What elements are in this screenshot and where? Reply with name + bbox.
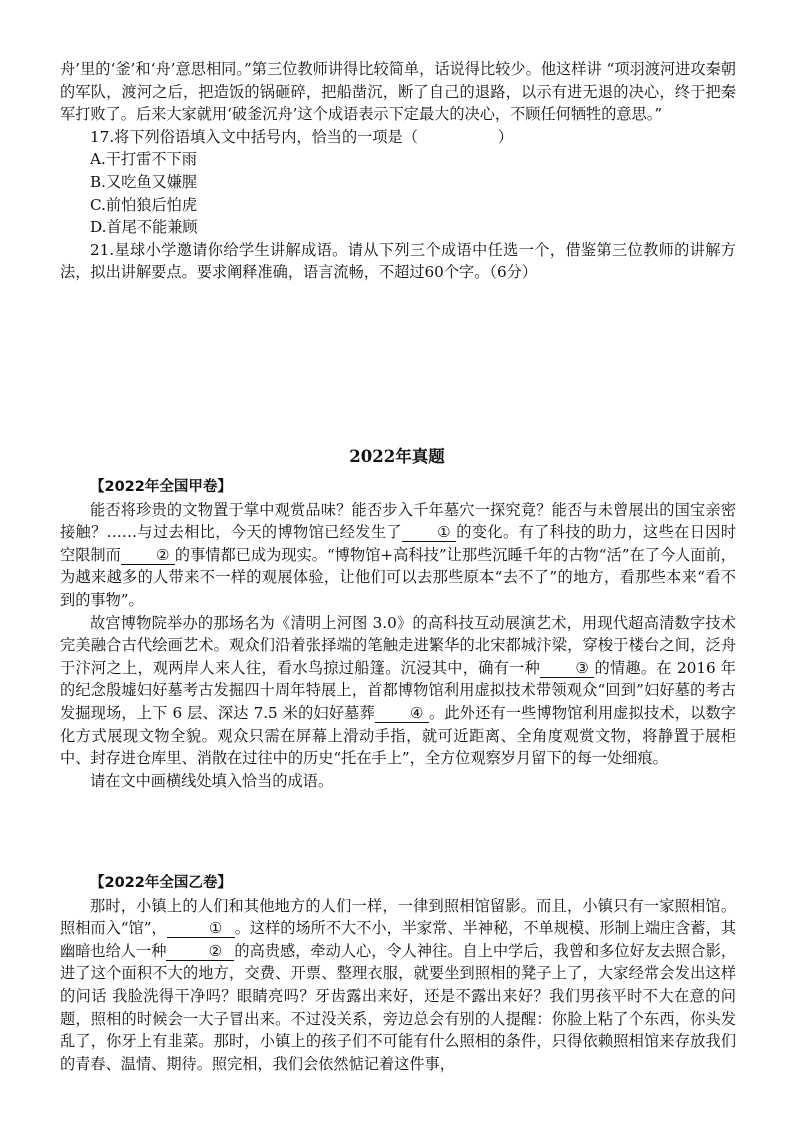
exam-b-label: 【2022年全国乙卷】 bbox=[90, 875, 232, 891]
text-run: 能否将珍贵的文物置于掌中观赏品味？能否步入千年墓穴一探究竟？能否与未曾展出的国宝亲密接触？……与过去相比，今天的博物馆已经发生了 bbox=[60, 500, 736, 542]
option-c: C.前怕狼后怕虎 bbox=[90, 195, 198, 214]
text-run: 故宫博物院举办的那场名为《清明上河图 3.0》的高科技互动展演艺术，用现代超高清数字技术完美融合古代绘画艺术。观众们沿着张择端的笔触走进繁华的北宋都城汴梁，穿梭于楼台之间，泛舟于汴河之上，观两岸人来人往，看水鸟掠过船篷。沉浸其中，确有一种 bbox=[60, 613, 736, 677]
text-run: 。这样的场所不大不小，半家常、半神秘，不单规模、形制上端庄含蓄，其幽暗也给人一种 bbox=[60, 919, 737, 960]
question-17-stem bbox=[60, 126, 736, 149]
section-heading: 2022年真题 bbox=[349, 447, 445, 466]
blank-2: ② bbox=[166, 942, 234, 961]
section-previous-question bbox=[60, 58, 736, 284]
exam-a-paragraph-2 bbox=[60, 612, 736, 770]
option-a: A.干打雷不下雨 bbox=[90, 150, 197, 169]
exam-b-section bbox=[60, 872, 736, 1075]
exam-a-label: 【2022年全国甲卷】 bbox=[90, 479, 232, 495]
blank-1: ① bbox=[167, 919, 235, 938]
blank-2: ② bbox=[121, 546, 175, 565]
text-run: 的高贵感，牵动人心，令人神往。自上中学后，我曾和多位好友去照合影，进了这个面积不大的地方，交费、开票、整理衣服，就要坐到照相的凳子上了，大家经常会发出这样的问话 我脸洗得干净吗？眼睛亮吗？牙齿露出来好，还是不露出来好？我们男孩平时不大在意的问题，照相的时候会一大子冒出来。不过没关系，旁边总会有别的人提醒：你脸上粘了个东西，你头发乱了，你牙上有韭菜。那时，小镇上的孩子们不可能有什么照相的条件，只得依赖照相馆来存放我们的青春、温情、期待。照完相，我们会依然惦记着这件事， bbox=[60, 941, 737, 1073]
blank-4: ④ bbox=[375, 704, 429, 723]
question-21: 21.星球小学邀请你给学生讲解成语。请从下列三个成语中任选一个，借鉴第三位教师的讲解方法，拟出讲解要点。要求阐释准确，语言流畅，不超过60个字。（6分） bbox=[60, 240, 736, 282]
text-run: 的事情都已成为现实。“博物馆+高科技”让那些沉睡千年的古物“活”在了今人面前，为越来越多的人带来不一样的观展体验，让他们可以去那些原本“去不了”的地方，看那些本来“看不到的事物”。 bbox=[60, 545, 736, 609]
blank-1: ① bbox=[402, 523, 456, 542]
text-run: 的情趣。在 2016 年的纪念殷墟妇好墓考古发掘四十周年特展上，首都博物馆利用虚拟技术带领观众“回到”妇好墓的考古发掘现场，上下 6 层、深达 7.5 米的妇好墓葬 bbox=[60, 658, 736, 722]
exam-b-paragraph-1 bbox=[60, 895, 736, 1076]
exam-a-paragraph-1 bbox=[60, 499, 736, 612]
text-run: 。此外还有一些博物馆利用虚拟技术，以数字化方式展现文物全貌。观众只需在屏幕上滑动手指，就可近距离、全角度观赏文物，将静置于展柜中、封存进仓库里、消散在过往中的历史“托在手上”，全方位观察岁月留下的每一处细痕。 bbox=[60, 703, 736, 768]
question-17-text: 17.将下列俗语填入文中括号内，恰当的一项是（ bbox=[90, 127, 418, 146]
paragraph-continuation: 舟’里的‘釜’和‘舟’意思相同。”第三位教师讲得比较简单，话说得比较少。他这样讲 “项羽渡河进攻秦朝的军队，渡河之后，把造饭的锅砸碎，把船凿沉，断了自己的退路，以示有进无退的决心，终于把秦军打败了。后来大家就用‘破釜沉舟’这个成语表示下定最大的决心，不顾任何牺牲的意思。” bbox=[60, 60, 736, 124]
option-b: B.又吃鱼又嫌腥 bbox=[90, 172, 198, 191]
text-run: 那时，小镇上的人们和其他地方的人们一样，一律到照相馆留影。而且，小镇只有一家照相馆。照相而入“馆”， bbox=[60, 896, 736, 938]
question-17-close: ） bbox=[497, 127, 514, 146]
text-run: 的变化。有了科技的助力，这些在日因时空限制而 bbox=[60, 523, 737, 564]
option-d: D.首尾不能兼顾 bbox=[90, 218, 198, 237]
exam-a-section bbox=[60, 476, 736, 792]
blank-3: ③ bbox=[540, 659, 594, 678]
exam-a-instruction: 请在文中画横线处填入恰当的成语。 bbox=[90, 771, 333, 790]
